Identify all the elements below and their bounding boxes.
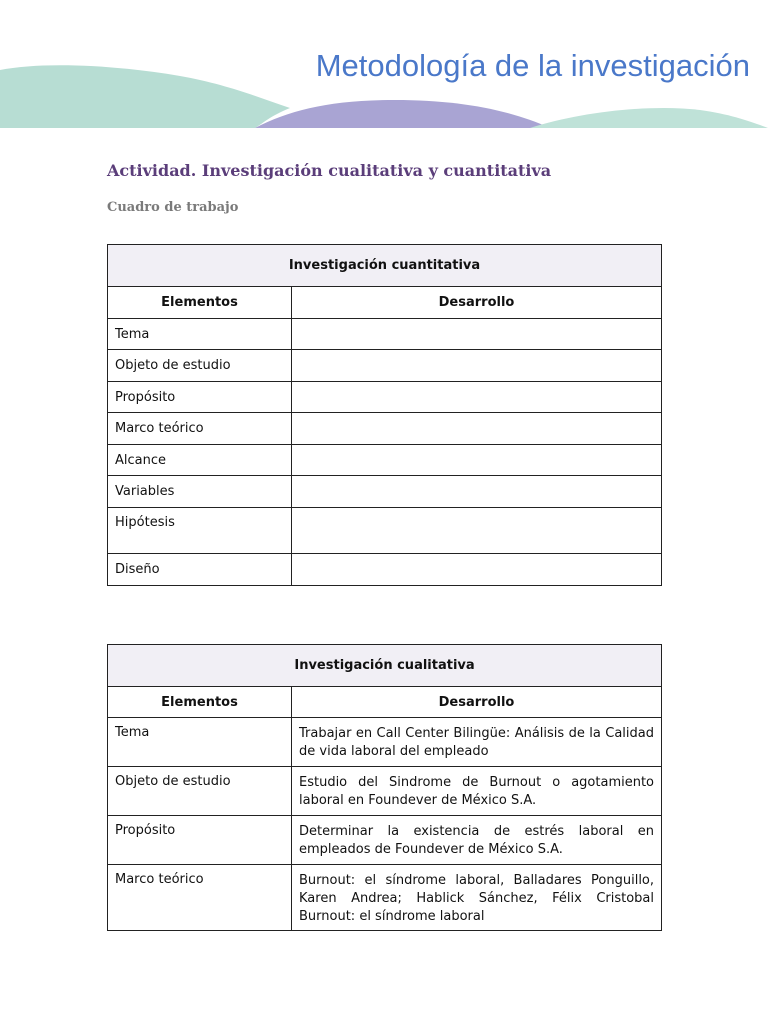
- element-label: Objeto de estudio: [108, 767, 292, 816]
- element-label: Tema: [108, 319, 292, 350]
- table-row: [108, 476, 662, 508]
- table-row: [108, 508, 662, 554]
- element-label: Diseño: [108, 554, 292, 586]
- development-cell[interactable]: Determinar la existencia de estrés laboral en empleados de Foundever de México S.A.: [292, 816, 662, 865]
- table-row: [108, 445, 662, 476]
- worksheet-subtitle: Cuadro de trabajo: [107, 200, 239, 215]
- development-cell[interactable]: Burnout: el síndrome laboral, Balladares Ponguillo, Karen Andrea; Hablick Sánchez, Félix Cristobal Burnout: el síndrome laboral: [292, 865, 662, 931]
- table-row: [108, 767, 662, 816]
- element-label: Objeto de estudio: [108, 350, 292, 382]
- column-header-development: Desarrollo: [292, 687, 662, 718]
- element-label: Marco teórico: [108, 865, 292, 931]
- development-cell[interactable]: [292, 319, 662, 350]
- development-cell[interactable]: [292, 413, 662, 445]
- table-row: [108, 865, 662, 931]
- table-row: [108, 350, 662, 382]
- table-row: [108, 319, 662, 350]
- development-cell[interactable]: [292, 445, 662, 476]
- element-label: Marco teórico: [108, 413, 292, 445]
- table-caption: Investigación cuantitativa: [108, 245, 662, 287]
- development-cell[interactable]: Trabajar en Call Center Bilingüe: Análisis de la Calidad de vida laboral del empleado: [292, 718, 662, 767]
- development-cell[interactable]: [292, 350, 662, 382]
- element-label: Variables: [108, 476, 292, 508]
- development-cell[interactable]: [292, 476, 662, 508]
- development-cell[interactable]: [292, 382, 662, 413]
- column-header-elements: Elementos: [108, 687, 292, 718]
- development-cell[interactable]: [292, 508, 662, 554]
- column-header-elements: Elementos: [108, 287, 292, 319]
- activity-title: Actividad. Investigación cualitativa y cuantitativa: [107, 161, 552, 180]
- development-cell[interactable]: Estudio del Sindrome de Burnout o agotamiento laboral en Foundever de México S.A.: [292, 767, 662, 816]
- column-header-development: Desarrollo: [292, 287, 662, 319]
- table-row: [108, 413, 662, 445]
- table-row: [108, 718, 662, 767]
- element-label: Alcance: [108, 445, 292, 476]
- development-cell[interactable]: [292, 554, 662, 586]
- element-label: Hipótesis: [108, 508, 292, 554]
- element-label: Propósito: [108, 382, 292, 413]
- quantitative-table: [107, 244, 662, 586]
- table-row: [108, 816, 662, 865]
- element-label: Tema: [108, 718, 292, 767]
- document-title: Metodología de la investigación: [315, 48, 750, 83]
- element-label: Propósito: [108, 816, 292, 865]
- header-banner: [0, 0, 768, 135]
- table-row: [108, 554, 662, 586]
- table-caption: Investigación cualitativa: [108, 645, 662, 687]
- qualitative-table: [107, 644, 662, 931]
- table-row: [108, 382, 662, 413]
